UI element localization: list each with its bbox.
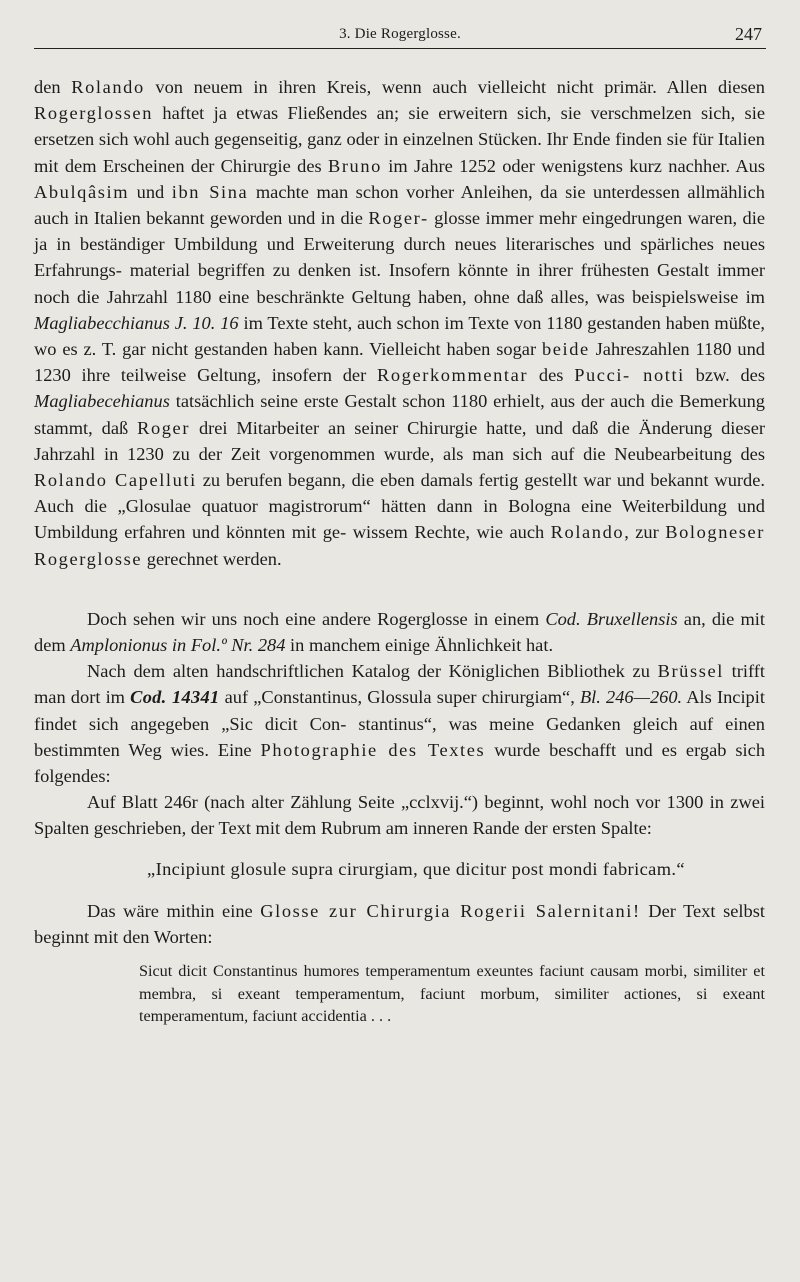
name-roger: Roger <box>137 417 191 438</box>
name-rolando: Rolando <box>71 77 145 97</box>
name-bruno: Bruno <box>327 155 382 176</box>
paragraph-4: Auf Blatt 246r (nach alter Zählung Seite „cclxvij.“) beginnt, wohl noch vor 1300 in zwei Spalten geschrieben, der Text mit dem Rubrum am inneren Rande der ersten Spalte: <box>34 792 765 839</box>
name-rolando-2: Rolando <box>550 522 625 543</box>
term-photographie: Photographie des Textes <box>260 739 486 760</box>
latin-excerpt: Sicut dicit Constantinus humores temperamentum exeuntes faciunt causam morbi, similiter et membra, si exeant temperamentum, faciunt morbum, similiter actiones, si exeant temperamentum, faciunt accidentia . . . <box>139 962 765 1026</box>
term-roger: Roger- <box>368 208 429 229</box>
title-magliabecehianus: Magliabecehianus <box>34 391 170 412</box>
term-glosse-chirurgia: Glosse zur Chirurgia Rogerii Salernitani! <box>260 900 641 921</box>
title-amplonionus: Amplonionus in Fol.º Nr. 284 <box>70 635 286 656</box>
section-gap <box>34 572 765 606</box>
page-number: 247 <box>735 24 762 44</box>
title-cod-bruxellensis: Cod. Bruxellensis <box>545 608 678 629</box>
rubric-quote: „Incipiunt glosule supra cirurgiam, que dicitur post mondi fabricam.“ <box>147 858 685 879</box>
ref-blatt: Bl. 246—260. <box>579 687 683 708</box>
name-ibn-sina: ibn Sina <box>171 181 249 202</box>
name-puccinotti: Pucci- notti <box>574 365 685 386</box>
name-rolando-capelluti: Rolando Capelluti <box>34 470 197 491</box>
place-bruessel: Brüssel <box>657 661 724 682</box>
paragraph-2: Doch sehen wir uns noch eine andere Rogerglosse in einem Cod. Bruxellensis an, die mit dem Amplonionus in Fol.º Nr. 284 in manchem einige Ähnlichkeit hat. <box>34 608 765 656</box>
paragraph-1: den Rolando von neuem in ihren Kreis, wenn auch vielleicht nicht primär. Allen diesen Rogerglossen haftet ja etwas Fließendes an; sie erweitern sich, sie verschmelzen sich, sie ersetzen sich wohl auch gegenseitig, ganz oder in einzelnen Stücken. Ihr Ende finden sie für Italien mit dem Erscheinen der Chirurgie des Bruno im Jahre 1252 oder wenigstens kurz nachher. Aus Abulqâsim und ibn Sina machte man schon vorher Anleihen, da sie unterdessen allmählich auch in Italien bekannt geworden und in die Roger- glosse immer mehr eingedrungen waren, die ja in beständiger Umbildung und Erweiterung durch neues literarisches und spärliches neues Erfahrungs- material begriffen zu denken ist. Insofern könnte in ihrer frühesten Gestalt immer noch die Jahrzahl 1180 eine beschränkte Geltung haben, ohne daß alles, was beispielsweise im Magliabecchianus J. 10. 16 im Texte steht, auch schon im Texte von 1180 gestanden haben müßte, wo es z. T. gar nicht gestanden haben kann. Vielleicht haben sogar beide Jahreszahlen 1180 und 1230 ihre teilweise Geltung, insofern der Rogerkommentar des Pucci- notti bzw. des Magliabecehianus tatsächlich seine erste Gestalt schon 1180 erhielt, aus der auch die Bemerkung stammt, daß Roger drei Mitarbeiter an seiner Chirurgie hatte, und daß die Änderung dieser Jahrzahl in 1230 zu der Zeit vorgenommen wurde, als man sich auf die Neubearbeitung des Rolando Capelluti zu berufen begann, die eben damals fertig gestellt war und bekannt wurde. Auch die „Glosulae quatuor magistrorum“ hätten dann in Bologna eine Weiterbildung und Umbildung erfahren und könnten mit ge- wissem Rechte, wie auch Rolando, zur Bologneser Rogerglosse gerechnet werden. <box>34 77 765 569</box>
paragraph-3: Nach dem alten handschriftlichen Katalog der Königlichen Bibliothek zu Brüssel trifft man dort im Cod. 14341 auf „Constantinus, Glossula super chirurgiam“, Bl. 246—260. Als Incipit findet sich angegeben „Sic dicit Con- stantinus“, was meine Gedanken gleich auf einen bestimmten Weg wies. Eine Photographie des Textes wurde beschafft und es ergab sich folgendes: <box>34 661 766 787</box>
term-rogerglossen: Rogerglossen <box>34 103 153 124</box>
title-magliabecchianus: Magliabecchianus J. 10. 16 <box>34 312 239 333</box>
term-bologneser-rogerglosse: Bologneser Rogerglosse <box>34 522 765 569</box>
running-title: 3. Die Rogerglosse. <box>339 26 461 42</box>
code-14341: Cod. 14341 <box>130 687 220 708</box>
term-rogerkommentar: Rogerkommentar <box>377 365 529 386</box>
name-abulqasim: Abulqâsim <box>34 181 130 202</box>
body-text <box>34 74 765 1028</box>
page-header <box>34 22 766 49</box>
paragraph-5: Das wäre mithin eine Glosse zur Chirurgia Rogerii Salernitani! Der Text selbst beginnt mit den Worten: <box>34 900 765 948</box>
word-beide: beide <box>541 339 590 360</box>
